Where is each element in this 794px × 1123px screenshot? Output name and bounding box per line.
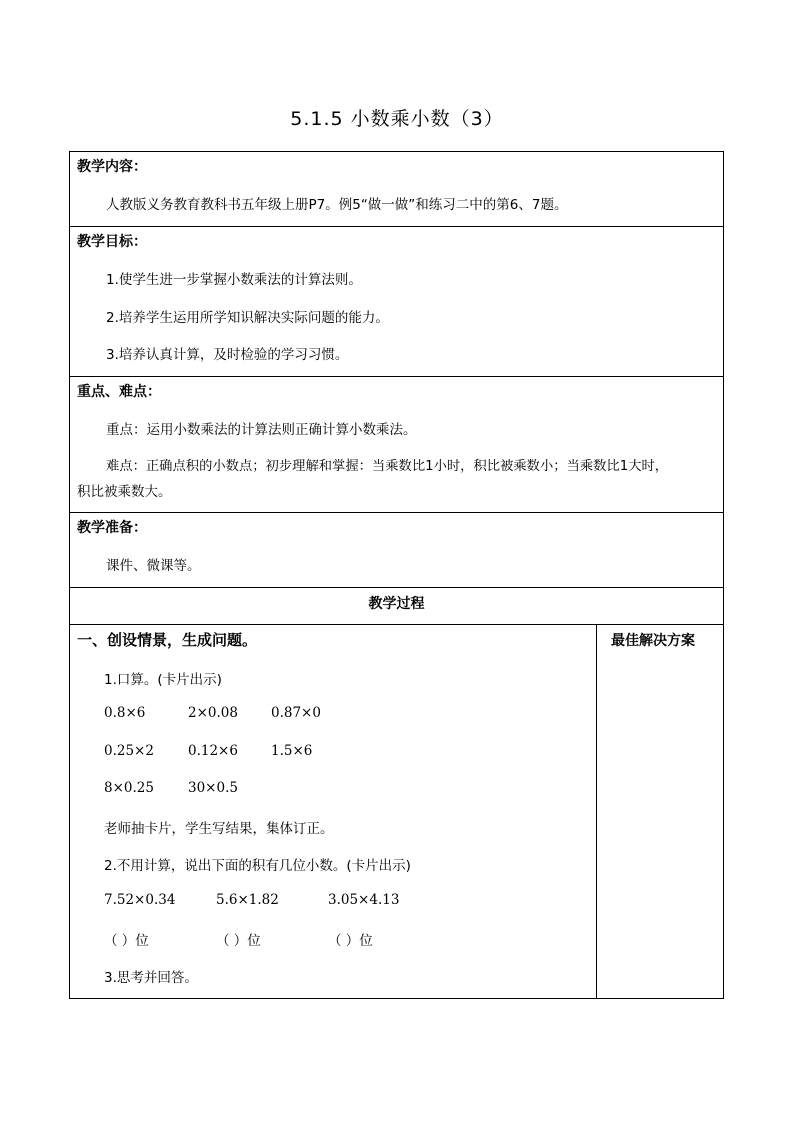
keypoints-heading: 重点、难点：: [77, 384, 161, 400]
calc-item: 3.05×4.13: [328, 892, 400, 908]
answer-blank: （ ）位: [104, 933, 149, 949]
side-column-heading: 最佳解决方案: [611, 633, 695, 649]
divider-keypoints: [69, 376, 724, 377]
calc-item: 0.8×6: [104, 705, 146, 721]
question-3: 3.思考并回答。: [104, 970, 198, 986]
content-text: 人教版义务教育教科书五年级上册P7。例5“做一做”和练习二中的第6、7题。: [106, 197, 568, 213]
calc-item: 5.6×1.82: [216, 892, 279, 908]
content-heading: 教学内容：: [77, 159, 147, 175]
question-1-note: 老师抽卡片，学生写结果，集体订正。: [104, 821, 334, 837]
goal-item: 2.培养学生运用所学知识解决实际问题的能力。: [106, 310, 389, 326]
question-1: 1.口算。(卡片出示): [104, 672, 222, 688]
calc-item: 8×0.25: [104, 780, 154, 796]
keypoint-difficulty-cont: 积比被乘数大。: [77, 484, 172, 500]
goals-heading: 教学目标：: [77, 234, 147, 250]
calc-item: 7.52×0.34: [104, 892, 176, 908]
process-section-title: 一、创设情景，生成问题。: [77, 631, 258, 649]
divider-goals: [69, 226, 724, 227]
calc-item: 0.87×0: [271, 705, 321, 721]
goal-item: 1.使学生进一步掌握小数乘法的计算法则。: [106, 272, 362, 288]
calc-item: 2×0.08: [188, 705, 238, 721]
prep-text: 课件、微课等。: [106, 558, 201, 574]
process-heading: 教学过程: [368, 596, 425, 612]
question-2: 2.不用计算，说出下面的积有几位小数。(卡片出示): [104, 858, 411, 874]
calc-item: 0.12×6: [188, 743, 238, 759]
prep-heading: 教学准备：: [77, 520, 147, 536]
calc-item: 1.5×6: [271, 743, 313, 759]
answer-blank: （ ）位: [216, 933, 261, 949]
page-title: 5.1.5 小数乘小数（3）: [290, 108, 504, 130]
calc-item: 0.25×2: [104, 743, 154, 759]
keypoint-focus: 重点：运用小数乘法的计算法则正确计算小数乘法。: [106, 422, 417, 438]
answer-blank: （ ）位: [328, 933, 373, 949]
keypoint-difficulty: 难点：正确点积的小数点；初步理解和掌握：当乘数比1小时，积比被乘数小；当乘数比1大时，: [106, 459, 669, 474]
calc-item: 30×0.5: [188, 780, 238, 796]
divider-prep: [69, 512, 724, 513]
divider-process: [69, 587, 724, 588]
divider-process-body: [69, 624, 724, 625]
goal-item: 3.培养认真计算，及时检验的学习习惯。: [106, 347, 349, 363]
divider-side-column: [596, 624, 597, 999]
